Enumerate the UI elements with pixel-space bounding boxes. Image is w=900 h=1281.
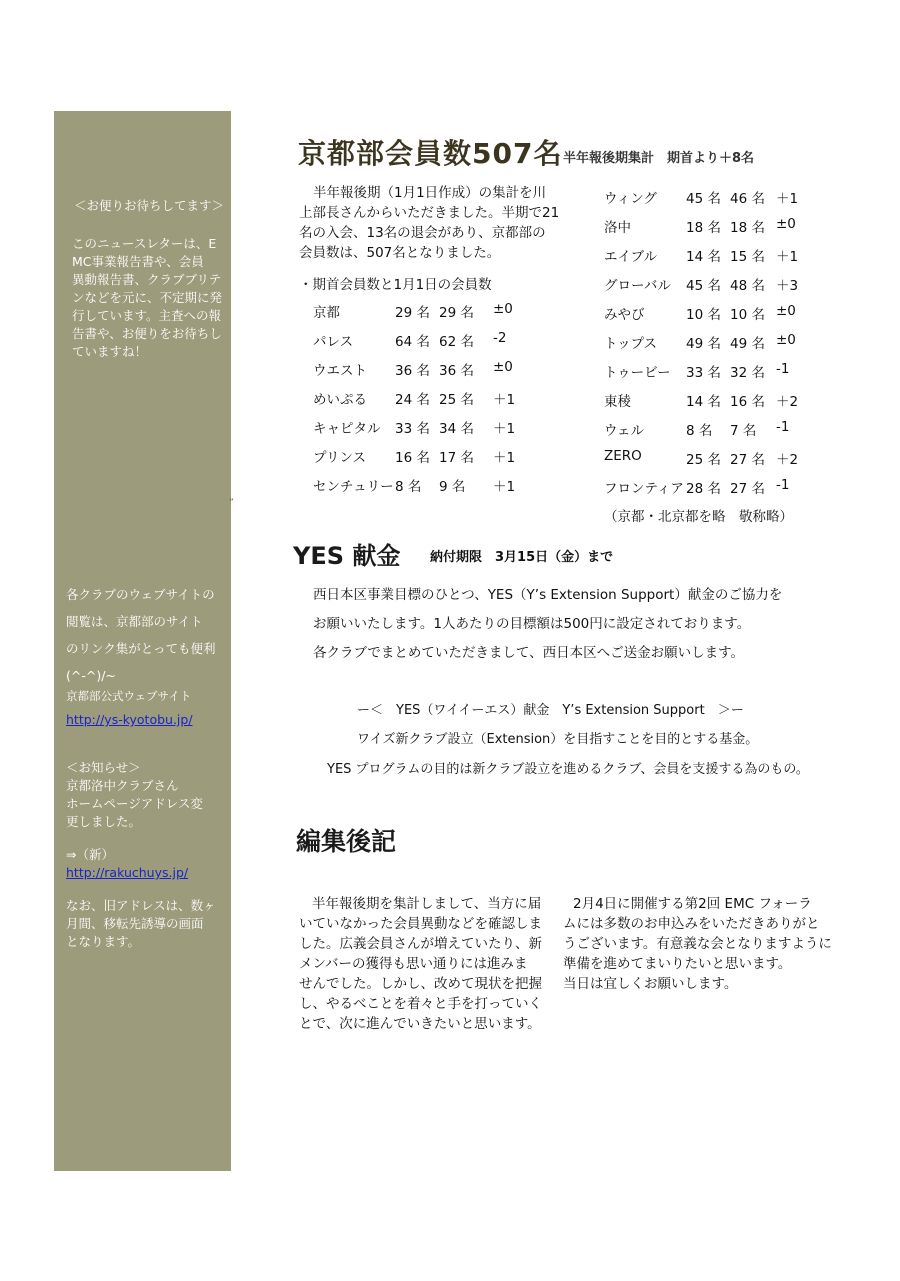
- club-name: ZERO: [604, 448, 642, 464]
- official-site-label: 京都部公式ウェブサイト: [66, 689, 192, 703]
- club-name: フロンティア: [604, 481, 684, 497]
- text-line: 京都洛中クラブさん: [66, 778, 179, 793]
- club-start: 10 名: [686, 307, 721, 323]
- club-diff: ＋1: [493, 450, 516, 466]
- yes-title: YES 献金: [293, 542, 401, 570]
- club-start: 28 名: [686, 481, 721, 497]
- text-line: 半年報後期（1月1日作成）の集計を川: [313, 185, 547, 201]
- club-start: 8 名: [395, 479, 422, 495]
- text-line: 2月4日に開催する第2回 EMC フォーラ: [573, 896, 812, 912]
- club-start: 33 名: [395, 421, 430, 437]
- text-line: なお、旧アドレスは、数ヶ: [66, 898, 216, 913]
- text-line: 半年報後期を集計しまして、当方に届: [312, 896, 542, 912]
- notice-heading: ＜お知らせ＞: [66, 760, 141, 775]
- club-diff: ＋1: [776, 249, 799, 265]
- club-start: 36 名: [395, 363, 430, 379]
- yes-line: 西日本区事業目標のひとつ、YES（Y’s Extension Support）献金のご協力を: [313, 587, 783, 603]
- yes-deadline: 納付期限 3月15日（金）まで: [430, 550, 614, 565]
- new-address-link[interactable]: http://rakuchuys.jp/: [66, 865, 189, 880]
- club-diff: ±0: [776, 216, 796, 232]
- official-site-link[interactable]: http://ys-kyotobu.jp/: [66, 712, 193, 727]
- club-now: 18 名: [730, 220, 765, 236]
- text-line: 上部長さんからいただきました。半期で21: [299, 205, 560, 221]
- yes-definition-line: YES プログラムの目的は新クラブ設立を進めるクラブ、会員を支援する為のもの。: [327, 762, 809, 777]
- club-diff: ＋3: [776, 278, 799, 294]
- club-name: ウエスト: [313, 363, 367, 379]
- club-name: ウェル: [604, 423, 644, 439]
- club-now: 25 名: [439, 392, 474, 408]
- websites-body: [66, 581, 216, 689]
- text-line: となります。: [66, 934, 141, 949]
- club-start: 29 名: [395, 305, 430, 321]
- yes-definition-line: ワイズ新クラブ設立（Extension）を目指すことを目的とする基金。: [357, 732, 759, 747]
- club-now: 48 名: [730, 278, 765, 294]
- text-line: MC事業報告書や、会員: [72, 254, 204, 269]
- yes-definition-line: ー＜ YES（ワイイーエス）献金 Y’s Extension Support ＞ー: [357, 703, 744, 718]
- sidebar: [54, 111, 231, 1171]
- club-now: 16 名: [730, 394, 765, 410]
- members-subtitle: 半年報後期集計 期首より＋8名: [563, 151, 755, 166]
- letters-heading: ＜お便りお待ちしてます＞: [74, 198, 225, 213]
- club-diff: -1: [776, 361, 790, 377]
- club-diff: ±0: [493, 359, 513, 375]
- club-now: 46 名: [730, 191, 765, 207]
- members-title: 京都部会員数507名: [298, 137, 563, 170]
- club-name: プリンス: [313, 450, 367, 466]
- club-now: 29 名: [439, 305, 474, 321]
- text-line: ていますね！: [72, 344, 148, 359]
- members-intro: [299, 183, 569, 263]
- club-now: 49 名: [730, 336, 765, 352]
- club-diff: ＋1: [493, 421, 516, 437]
- text-line: とで、次に進んでいきたいと思います。: [299, 1016, 541, 1032]
- text-line: ホームページアドレス変: [66, 796, 203, 811]
- club-now: 34 名: [439, 421, 474, 437]
- text-line: ンなどを元に、不定期に発: [72, 290, 223, 305]
- stray-mark: ”: [229, 498, 234, 508]
- text-line: せんでした。しかし、改めて現状を把握: [299, 976, 542, 992]
- text-line: 異動報告書、クラブブリテ: [72, 272, 222, 287]
- text-line: のリンク集がとっても便利: [66, 641, 216, 656]
- club-name: キャピタル: [313, 421, 381, 437]
- text-line: ムには多数のお申込みをいただきありがと: [563, 916, 820, 932]
- text-line: 当日は宜しくお願いします。: [563, 976, 738, 992]
- club-diff: ±0: [493, 301, 513, 317]
- list-heading: ・期首会員数と1月1日の会員数: [299, 277, 492, 293]
- club-now: 10 名: [730, 307, 765, 323]
- editor-title: 編集後記: [296, 827, 397, 856]
- club-start: 49 名: [686, 336, 721, 352]
- club-list-note: （京都・北京都を略 敬称略）: [604, 509, 793, 525]
- text-line: した。広義会員さんが増えていたり、新: [299, 936, 542, 952]
- text-line: このニュースレターは、E: [72, 236, 217, 251]
- text-line: 月間、移転先誘導の画面: [66, 916, 204, 931]
- text-line: 会員数は、507名となりました。: [299, 245, 501, 261]
- club-start: 24 名: [395, 392, 430, 408]
- club-name: 京都: [313, 305, 340, 321]
- club-now: 7 名: [730, 423, 757, 439]
- notice-body: [66, 777, 203, 831]
- club-start: 45 名: [686, 278, 721, 294]
- editor-right-column: [563, 894, 843, 994]
- club-diff: ±0: [776, 332, 796, 348]
- club-start: 14 名: [686, 249, 721, 265]
- text-line: いていなかった会員異動などを確認しま: [299, 916, 542, 932]
- club-start: 18 名: [686, 220, 721, 236]
- text-line: うございます。有意義な会となりますように: [563, 936, 832, 952]
- club-name: 洛中: [604, 220, 631, 236]
- yes-line: お願いいたします。1人あたりの目標額は500円に設定されております。: [313, 616, 751, 632]
- club-start: 16 名: [395, 450, 430, 466]
- old-address-note: [66, 897, 216, 951]
- text-line: し、やるべことを着々と手を打っていく: [299, 996, 542, 1012]
- club-now: 27 名: [730, 481, 765, 497]
- club-diff: ＋1: [493, 479, 516, 495]
- club-name: みやび: [604, 307, 645, 323]
- club-start: 8 名: [686, 423, 713, 439]
- club-diff: ＋2: [776, 452, 799, 468]
- club-now: 32 名: [730, 365, 765, 381]
- new-address-label: ⇒（新）: [66, 847, 114, 862]
- club-diff: -1: [776, 419, 790, 435]
- text-line: 準備を進めてまいりたいと思います。: [563, 956, 792, 972]
- club-now: 15 名: [730, 249, 765, 265]
- club-diff: ±0: [776, 303, 796, 319]
- club-now: 36 名: [439, 363, 474, 379]
- text-line: 名の入会、13名の退会があり、京都部の: [299, 225, 546, 241]
- club-name: 東稜: [604, 394, 631, 410]
- club-name: めいぷる: [313, 392, 367, 408]
- club-diff: -1: [776, 477, 790, 493]
- club-now: 62 名: [439, 334, 474, 350]
- club-name: グローバル: [604, 278, 671, 294]
- club-now: 27 名: [730, 452, 765, 468]
- club-name: ウィング: [604, 191, 657, 207]
- text-line: (^-^)/~: [66, 668, 116, 683]
- text-line: 閲覧は、京都部のサイト: [66, 614, 203, 629]
- club-name: トップス: [604, 336, 658, 352]
- text-line: 行しています。主査への報: [72, 308, 222, 323]
- club-now: 9 名: [439, 479, 466, 495]
- text-line: 告書や、お便りをお待ちし: [72, 326, 222, 341]
- club-diff: -2: [493, 330, 507, 346]
- letters-body: [72, 235, 222, 361]
- text-line: メンバーの獲得も思い通りには進みま: [299, 956, 528, 972]
- club-now: 17 名: [439, 450, 474, 466]
- club-diff: ＋2: [776, 394, 799, 410]
- text-line: 各クラブのウェブサイトの: [66, 587, 215, 602]
- club-name: パレス: [313, 334, 354, 350]
- club-diff: ＋1: [776, 191, 799, 207]
- club-name: トゥービー: [604, 365, 671, 381]
- club-start: 14 名: [686, 394, 721, 410]
- club-start: 64 名: [395, 334, 430, 350]
- editor-left-column: [299, 894, 554, 1034]
- club-name: エイブル: [604, 249, 658, 265]
- club-start: 45 名: [686, 191, 721, 207]
- club-start: 25 名: [686, 452, 721, 468]
- club-start: 33 名: [686, 365, 721, 381]
- club-name: センチュリー: [313, 479, 394, 495]
- club-diff: ＋1: [493, 392, 516, 408]
- yes-line: 各クラブでまとめていただきまして、西日本区へご送金お願いします。: [313, 645, 745, 661]
- text-line: 更しました。: [66, 814, 142, 829]
